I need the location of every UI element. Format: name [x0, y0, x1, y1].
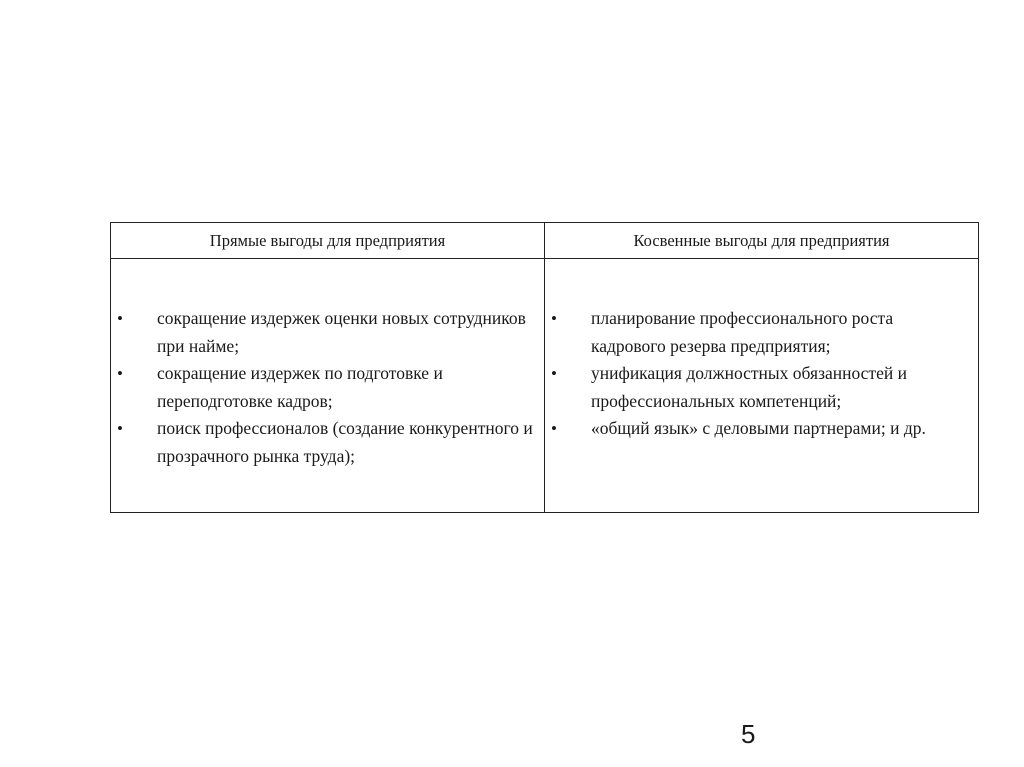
list-item-text: сокращение издержек по подготовке и переподготовке кадров; [157, 363, 443, 411]
list-item [111, 305, 534, 360]
list-item-text: поиск профессионалов (создание конкурентного и прозрачного рынка труда); [157, 418, 533, 466]
bullet-icon: • [551, 419, 557, 438]
list-item [545, 360, 968, 415]
list-item-text: «общий язык» с деловыми партнерами; и др. [591, 418, 926, 438]
direct-benefits-list [111, 259, 544, 470]
indirect-benefits-cell [545, 259, 979, 513]
benefits-table [110, 222, 979, 513]
header-direct-benefits: Прямые выгоды для предприятия [111, 223, 545, 259]
list-item-text: планирование профессионального роста кадрового резерва предприятия; [591, 308, 894, 356]
indirect-benefits-list [545, 259, 978, 443]
bullet-icon: • [117, 419, 123, 438]
list-item [111, 360, 534, 415]
bullet-icon: • [117, 364, 123, 383]
header-row [111, 223, 979, 259]
list-item [111, 415, 534, 470]
page-number: 5 [741, 719, 756, 749]
header-indirect-benefits: Косвенные выгоды для предприятия [545, 223, 979, 259]
list-item [545, 305, 968, 360]
content-row [111, 259, 979, 513]
list-item-text: унификация должностных обязанностей и профессиональных компетенций; [591, 363, 907, 411]
bullet-icon: • [117, 309, 123, 328]
list-item [545, 415, 968, 443]
bullet-icon: • [551, 309, 557, 328]
list-item-text: сокращение издержек оценки новых сотрудников при найме; [157, 308, 526, 356]
direct-benefits-cell [111, 259, 545, 513]
bullet-icon: • [551, 364, 557, 383]
